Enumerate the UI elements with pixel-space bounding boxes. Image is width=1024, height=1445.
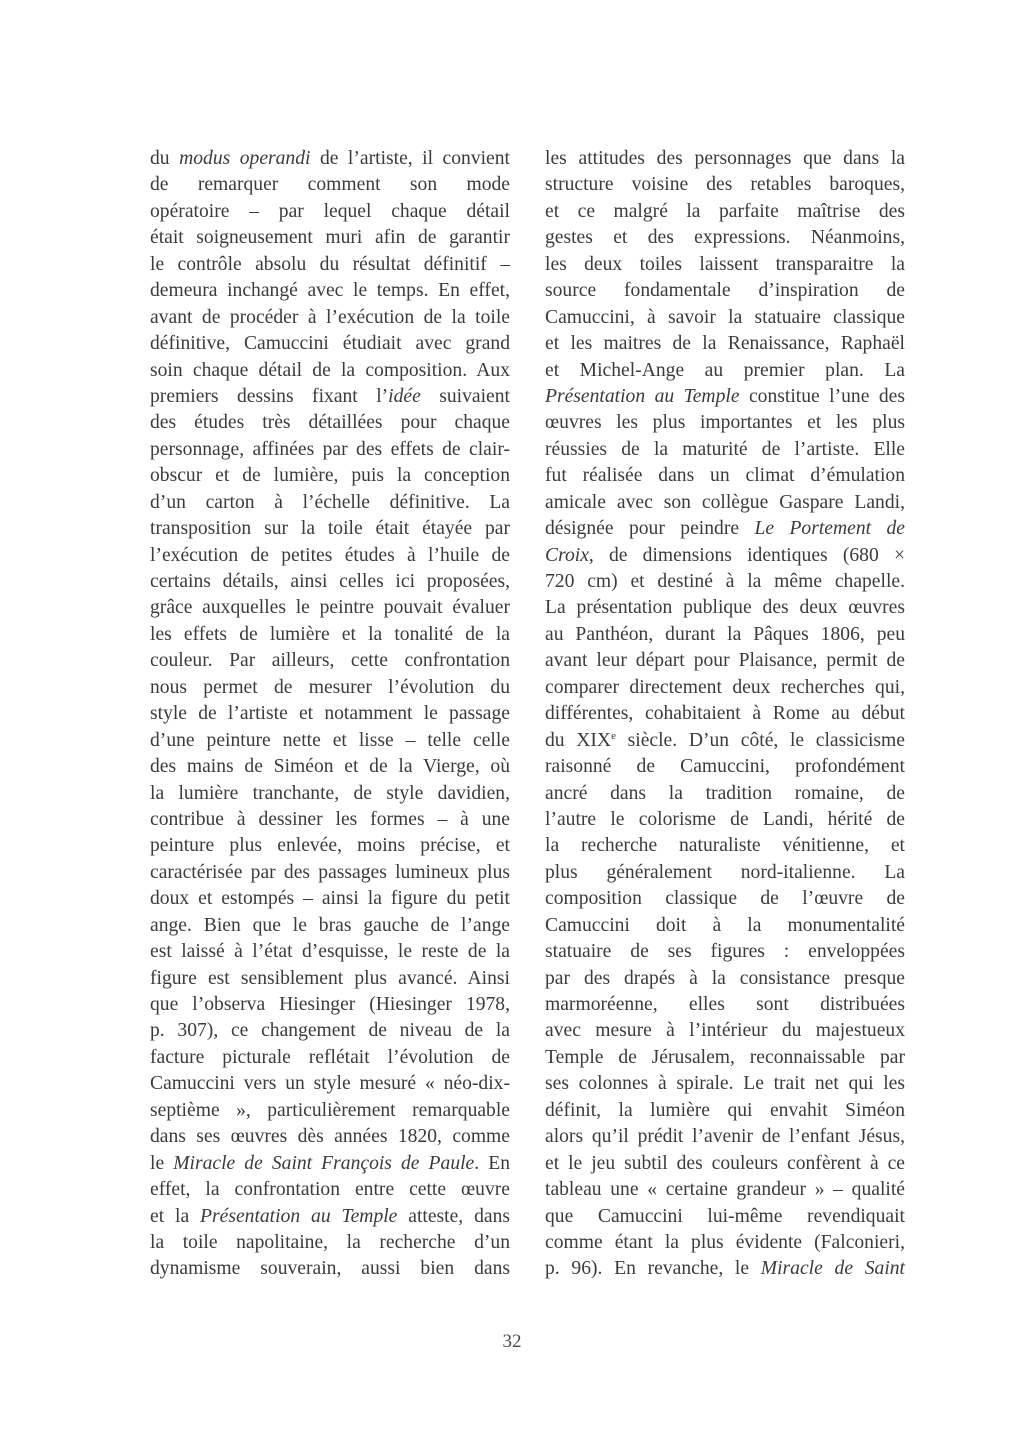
text-run: les deux toiles laissent transparaitre la [545, 253, 905, 275]
text-line [150, 516, 510, 542]
text-line [150, 278, 510, 304]
text-line [150, 305, 510, 331]
text-line [545, 199, 905, 225]
text-line [545, 146, 905, 172]
text-run: le contrôle absolu du résultat définitif – [150, 253, 510, 275]
text-run: septième », particulièrement remarquable [150, 1099, 510, 1121]
text-run: couleur. Par ailleurs, cette confrontation [150, 650, 510, 672]
text-run: des mains de Siméon et de la Vierge, où [150, 756, 510, 778]
italic-title: Présentation au Temple [545, 385, 740, 407]
text-run: source fondamentale d’inspiration de [545, 280, 905, 302]
text-run: du [150, 148, 180, 169]
text-line [545, 543, 905, 569]
text-run: ancré dans la tradition romaine, de [545, 782, 905, 804]
text-line [545, 1204, 905, 1230]
text-run: définit, la lumière qui envahit Siméon [545, 1099, 905, 1121]
text-line [150, 1204, 510, 1230]
text-line [545, 252, 905, 278]
text-line [150, 595, 510, 621]
text-run: p. 96). En revanche, le [545, 1258, 761, 1280]
text-line [545, 305, 905, 331]
text-line [150, 1151, 510, 1177]
text-run: était soigneusement muri afin de garantir [150, 227, 510, 249]
text-run: ange. Bien que le bras gauche de l’ange [150, 914, 510, 936]
text-run: Camuccini, à savoir la statuaire classique [545, 306, 905, 328]
text-line [150, 1071, 510, 1097]
italic-title: Le Portement de [754, 518, 905, 540]
text-line [150, 543, 510, 569]
text-run: de l’artiste, il convient [310, 148, 510, 169]
text-line [150, 252, 510, 278]
text-line [545, 1256, 905, 1282]
text-line [545, 1124, 905, 1150]
text-run: doux et estompés – ainsi la figure du petit [150, 888, 510, 910]
text-line [150, 939, 510, 965]
text-run: alors qu’il prédit l’avenir de l’enfant Jésus, [545, 1126, 905, 1148]
text-line [545, 595, 905, 621]
left-text-column [150, 146, 510, 1283]
text-run: définitive, Camuccini étudiait avec grand [150, 333, 510, 355]
text-run: et ce malgré la parfaite maîtrise des [545, 200, 905, 222]
text-line [545, 781, 905, 807]
text-line [150, 490, 510, 516]
text-line [150, 807, 510, 833]
text-line [545, 410, 905, 436]
text-run: facture picturale reflétait l’évolution de [150, 1046, 510, 1068]
text-run: fut réalisée dans un climat d’émulation [545, 465, 905, 487]
text-line [150, 146, 510, 172]
italic-title: modus operandi [179, 148, 311, 169]
text-line [150, 728, 510, 754]
text-run: grâce auxquelles le peintre pouvait évaluer [150, 597, 510, 619]
text-run: , de dimensions identiques (680 × [588, 544, 905, 566]
text-run: les effets de lumière et la tonalité de la [150, 623, 510, 645]
text-run: d’un carton à l’échelle définitive. La [150, 491, 510, 513]
text-run: et Michel-Ange au premier plan. La [545, 359, 905, 381]
text-line [150, 1098, 510, 1124]
text-run: est laissé à l’état d’esquisse, le reste de la [150, 941, 510, 963]
text-line [150, 1018, 510, 1044]
text-run: nous permet de mesurer l’évolution du [150, 676, 510, 698]
text-line [545, 939, 905, 965]
text-line [545, 569, 905, 595]
text-run: les attitudes des personnages que dans la [545, 148, 905, 169]
italic-title: Miracle de Saint François de Paule [173, 1152, 475, 1174]
text-run: avant leur départ pour Plaisance, permit de [545, 650, 905, 672]
text-run: comme étant la plus évidente (Falconieri, [545, 1231, 905, 1253]
text-line [545, 860, 905, 886]
text-run: plus généralement nord-italienne. La [545, 861, 905, 883]
text-run: transposition sur la toile était étayée par [150, 518, 510, 540]
text-line [545, 1151, 905, 1177]
text-line [150, 410, 510, 436]
text-run: 720 cm) et destiné à la même chapelle. [545, 571, 905, 592]
text-line [545, 966, 905, 992]
text-run: certains détails, ainsi celles ici proposées, [150, 571, 510, 592]
text-run: de remarquer comment son mode [150, 174, 510, 196]
text-run: la lumière tranchante, de style davidien, [150, 782, 510, 804]
text-line [150, 992, 510, 1018]
text-line [150, 463, 510, 489]
text-line [545, 622, 905, 648]
text-line [150, 1045, 510, 1071]
text-run: et le jeu subtil des couleurs confèrent à ce [545, 1152, 905, 1174]
text-line [545, 437, 905, 463]
text-line [545, 384, 905, 410]
text-line [150, 358, 510, 384]
italic-title: idée [388, 385, 421, 407]
text-run: effet, la confrontation entre cette œuvre [150, 1179, 510, 1201]
text-run: l’autre le colorisme de Landi, hérité de [545, 808, 905, 830]
text-run: désignée pour peindre [545, 518, 755, 540]
italic-title: Présentation au Temple [200, 1205, 398, 1227]
superscript: e [611, 729, 616, 742]
text-run: opératoire – par lequel chaque détail [150, 200, 510, 222]
text-run: constitue l’une des [739, 385, 905, 407]
text-run: figure est sensiblement plus avancé. Ainsi [150, 967, 510, 989]
text-line [150, 1230, 510, 1256]
text-line [545, 833, 905, 859]
text-line [150, 225, 510, 251]
text-line [545, 675, 905, 701]
italic-title: Croix [545, 544, 589, 566]
text-run: . En [474, 1152, 510, 1174]
text-run: contribue à dessiner les formes – à une [150, 808, 510, 830]
text-run: obscur et de lumière, puis la conception [150, 465, 510, 487]
text-line [545, 648, 905, 674]
text-line [150, 913, 510, 939]
text-line [150, 648, 510, 674]
text-line [545, 1018, 905, 1044]
text-line [150, 675, 510, 701]
text-line [545, 1098, 905, 1124]
text-line [150, 754, 510, 780]
text-run: et les maitres de la Renaissance, Raphaël [545, 333, 905, 355]
text-line [545, 807, 905, 833]
text-run: œuvres les plus importantes et les plus [545, 412, 905, 434]
text-run: atteste, dans [397, 1205, 510, 1227]
text-line [545, 1071, 905, 1097]
text-run: marmoréenne, elles sont distribuées [545, 994, 905, 1015]
text-line [545, 1045, 905, 1071]
text-run: d’une peinture nette et lisse – telle celle [150, 729, 510, 751]
text-run: le [150, 1152, 174, 1174]
text-run: ses colonnes à spirale. Le trait net qui les [545, 1073, 905, 1095]
text-run: soin chaque détail de la composition. Aux [150, 359, 510, 381]
text-run: et la [150, 1205, 201, 1227]
italic-title: Miracle de Saint [760, 1258, 905, 1280]
text-line [150, 886, 510, 912]
text-run: par des drapés à la consistance presque [545, 967, 905, 989]
text-run: suivaient [420, 385, 510, 407]
text-line [150, 1177, 510, 1203]
text-line [545, 172, 905, 198]
text-run: Camuccini vers un style mesuré « néo-dix- [150, 1073, 510, 1095]
text-run: style de l’artiste et notamment le passage [150, 703, 510, 725]
text-run: statuaire de ses figures : enveloppées [545, 941, 905, 963]
text-run: structure voisine des retables baroques, [545, 174, 905, 196]
text-run: au Panthéon, durant la Pâques 1806, peu [545, 623, 905, 645]
text-line [545, 992, 905, 1018]
text-run: Camuccini doit à la monumentalité [545, 914, 905, 936]
text-line [545, 754, 905, 780]
text-run: La présentation publique des deux œuvres [545, 597, 905, 619]
text-line [150, 966, 510, 992]
text-run: tableau une « certaine grandeur » – qualité [545, 1179, 905, 1201]
text-line [150, 701, 510, 727]
text-run: du XIX [545, 729, 612, 751]
text-run: dans ses œuvres dès années 1820, comme [150, 1126, 510, 1148]
text-line [150, 172, 510, 198]
text-run: demeura inchangé avec le temps. En effet, [150, 280, 510, 302]
text-run: gestes et des expressions. Néanmoins, [545, 227, 905, 249]
text-line [150, 384, 510, 410]
text-run: premiers dessins fixant l’ [150, 385, 389, 407]
page-number: 32 [502, 1331, 522, 1352]
text-run: la recherche naturaliste vénitienne, et [545, 835, 905, 857]
text-run: que l’observa Hiesinger (Hiesinger 1978, [150, 994, 510, 1015]
text-line [150, 331, 510, 357]
text-line [545, 358, 905, 384]
text-line [545, 913, 905, 939]
text-run: raisonné de Camuccini, profondément [545, 756, 905, 778]
text-line [545, 886, 905, 912]
text-line [150, 860, 510, 886]
text-run: peinture plus enlevée, moins précise, et [150, 835, 510, 857]
text-line [150, 437, 510, 463]
text-line [545, 516, 905, 542]
text-run: des études très détaillées pour chaque [150, 412, 510, 434]
text-line [150, 1256, 510, 1282]
text-run: composition classique de l’œuvre de [545, 888, 905, 910]
right-text-column [545, 146, 905, 1283]
text-line [150, 781, 510, 807]
text-run: p. 307), ce changement de niveau de la [150, 1020, 510, 1042]
text-run: dynamisme souverain, aussi bien dans [150, 1258, 510, 1280]
text-run: siècle. D’un côté, le classicisme [615, 729, 905, 751]
text-run: personnage, affinées par des effets de clair- [150, 438, 510, 460]
text-run: réussies de la maturité de l’artiste. Elle [545, 438, 905, 460]
text-line [545, 278, 905, 304]
text-run: différentes, cohabitaient à Rome au début [545, 703, 905, 725]
text-line [150, 199, 510, 225]
text-line [150, 569, 510, 595]
text-line [545, 225, 905, 251]
text-line [545, 1177, 905, 1203]
text-run: la toile napolitaine, la recherche d’un [150, 1231, 510, 1253]
text-run: amicale avec son collègue Gaspare Landi, [545, 491, 905, 513]
text-run: comparer directement deux recherches qui, [545, 676, 905, 698]
text-line [150, 1124, 510, 1150]
text-run: caractérisée par des passages lumineux plus [150, 861, 510, 883]
text-run: avant de procéder à l’exécution de la toile [150, 306, 510, 328]
text-run: avec mesure à l’intérieur du majestueux [545, 1020, 905, 1042]
text-line [150, 622, 510, 648]
text-line [545, 1230, 905, 1256]
text-line [545, 463, 905, 489]
text-line [545, 728, 905, 754]
text-run: Temple de Jérusalem, reconnaissable par [545, 1046, 905, 1068]
text-line [545, 701, 905, 727]
text-line [545, 490, 905, 516]
text-run: que Camuccini lui-même revendiquait [545, 1205, 905, 1227]
text-line [545, 331, 905, 357]
text-run: l’exécution de petites études à l’huile de [150, 544, 510, 566]
text-line [150, 833, 510, 859]
